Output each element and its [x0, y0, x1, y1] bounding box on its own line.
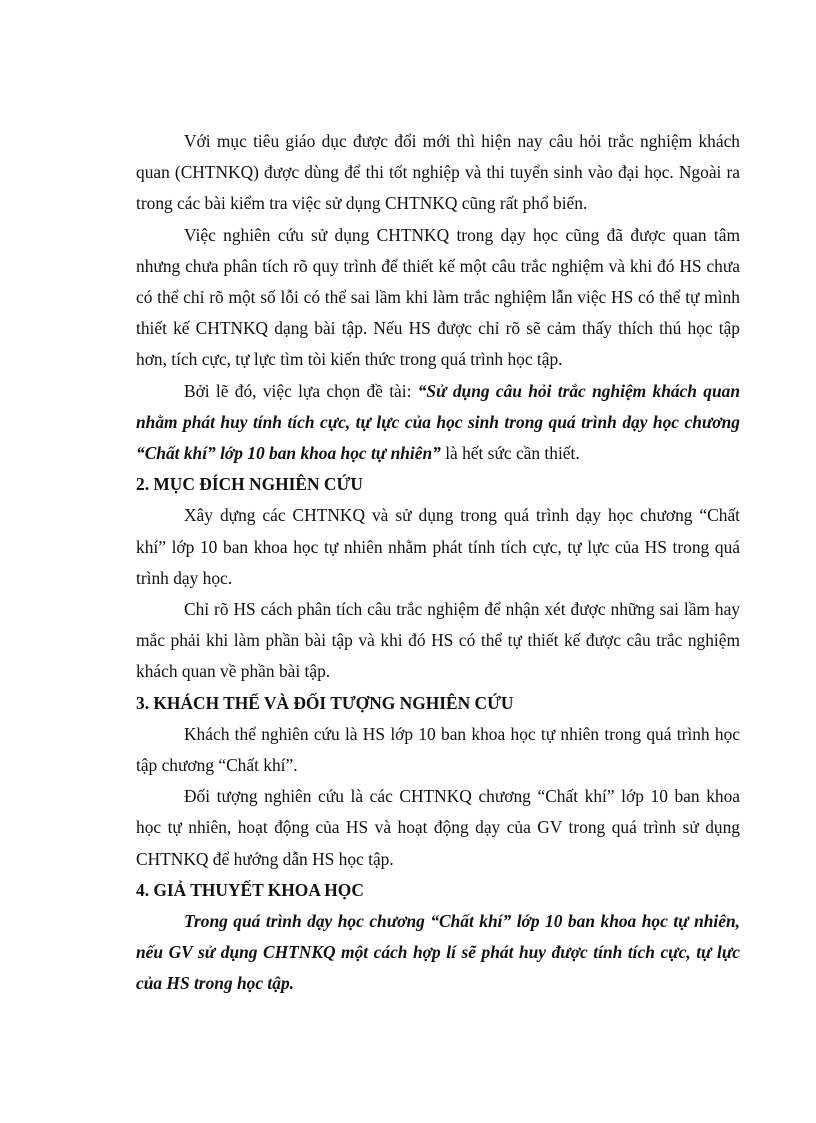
section-2-paragraph-2: Chỉ rõ HS cách phân tích câu trắc nghiệm để nhận xét được những sai lầm hay mắc phải khi làm phần bài tập và khi đó HS có thể tự thiết kế được câu trắc nghiệm khách quan về phần bài tập. — [136, 599, 740, 682]
section-3-heading: 3. KHÁCH THỂ VÀ ĐỐI TƯỢNG NGHIÊN CỨU — [136, 692, 514, 713]
intro-paragraph-1: Với mục tiêu giáo dục được đổi mới thì hiện nay câu hỏi trắc nghiệm khách quan (CHTNKQ) được dùng để thi tốt nghiệp và thi tuyển sinh vào đại học. Ngoài ra trong các bài kiểm tra việc sử dụng CHTNKQ cũng rất phổ biến. — [136, 131, 740, 214]
intro-paragraph-3 — [136, 376, 740, 470]
section-2-paragraph-1: Xây dựng các CHTNKQ và sử dụng trong quá trình dạy học chương “Chất khí” lớp 10 ban khoa học tự nhiên nhằm phát tính tích cực, tự lực của HS trong quá trình dạy học. — [136, 505, 740, 588]
section-3-paragraph-2: Đối tượng nghiên cứu là các CHTNKQ chương “Chất khí” lớp 10 ban khoa học tự nhiên, hoạt động của HS và hoạt động dạy của GV trong quá trình sử dụng CHTNKQ để hướng dẫn HS học tập. — [136, 786, 740, 869]
section-4-hypothesis: Trong quá trình dạy học chương “Chất khí” lớp 10 ban khoa học tự nhiên, nếu GV sử dụng CHTNKQ một cách hợp lí sẽ phát huy được tính tích cực, tự lực của HS trong học tập. — [136, 911, 740, 994]
section-3-paragraph-1: Khách thể nghiên cứu là HS lớp 10 ban khoa học tự nhiên trong quá trình học tập chương “Chất khí”. — [136, 723, 740, 776]
section-2-heading: 2. MỤC ĐÍCH NGHIÊN CỨU — [136, 474, 363, 495]
topic-lead-text: Bởi lẽ đó, việc lựa chọn đề tài: — [184, 380, 418, 401]
document-page — [136, 126, 740, 1000]
topic-tail-text: là hết sức cần thiết. — [440, 443, 580, 464]
topic-title: “Sử dụng câu hỏi trắc nghiệm khách quan nhằm phát huy tính tích cực, tự lực của học sinh trong quá trình dạy học chương “Chất khí” lớp 10 ban khoa học tự nhiên” — [136, 380, 740, 464]
section-4-heading: 4. GIẢ THUYẾT KHOA HỌC — [136, 879, 364, 900]
intro-paragraph-2: Việc nghiên cứu sử dụng CHTNKQ trong dạy học cũng đã được quan tâm nhưng chưa phân tích rõ quy trình để thiết kế một câu trắc nghiệm và khi đó HS chưa có thể chỉ rõ một số lỗi có thể sai lầm khi làm trắc nghiệm lẫn việc HS có thể tự mình thiết kế CHTNKQ dạng bài tập. Nếu HS được chỉ rõ sẽ cảm thấy thích thú học tập hơn, tích cực, tự lực tìm tòi kiến thức trong quá trình học tập. — [136, 224, 740, 370]
